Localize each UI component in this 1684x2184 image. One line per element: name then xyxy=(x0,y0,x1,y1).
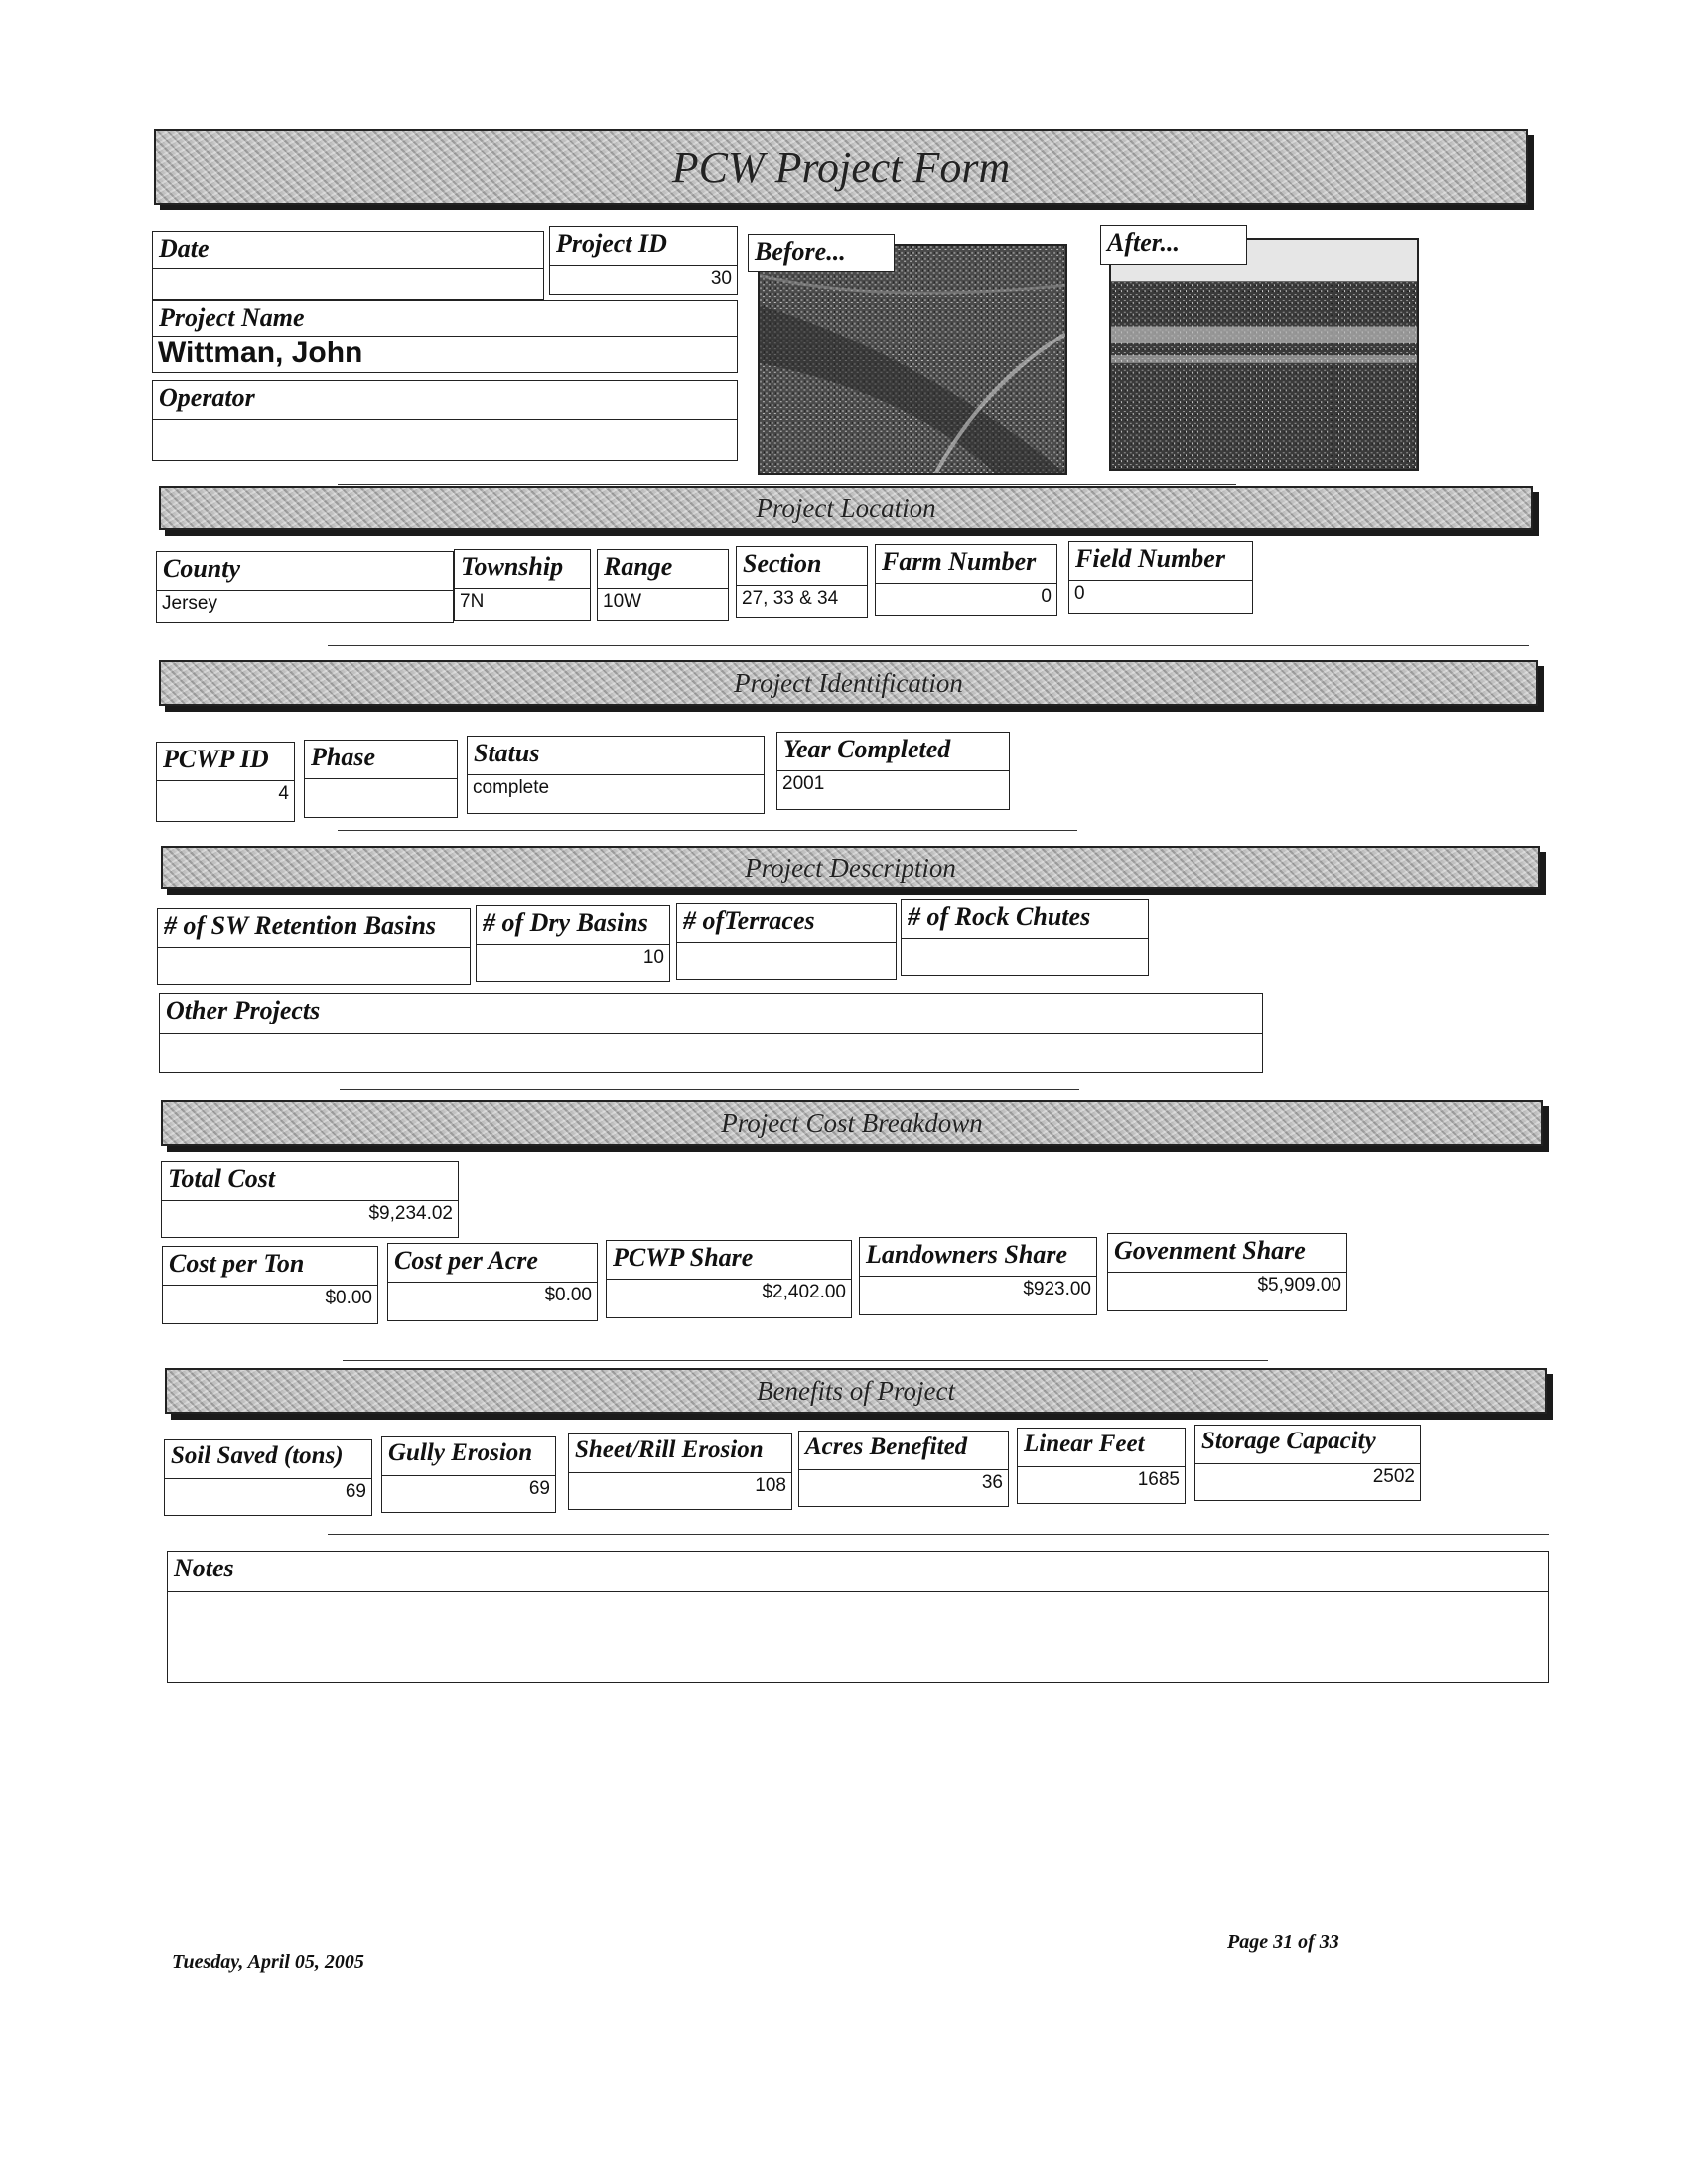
total-cost-label: Total Cost xyxy=(161,1161,459,1201)
footer-page-number: Page 31 of 33 xyxy=(1227,1931,1339,1953)
sw-basins-field[interactable] xyxy=(157,947,471,985)
notes-label: Notes xyxy=(167,1551,1549,1592)
section-field[interactable]: 27, 33 & 34 xyxy=(736,585,868,618)
field-number-label: Field Number xyxy=(1068,541,1253,581)
pcwp-id-label: PCWP ID xyxy=(156,742,295,781)
county-label: County xyxy=(156,551,454,591)
footer-date: Tuesday, April 05, 2005 xyxy=(172,1951,364,1973)
dry-basins-label: # of Dry Basins xyxy=(476,905,670,945)
location-heading: Project Location xyxy=(756,492,936,523)
soil-saved-label: Soil Saved (tons) xyxy=(164,1439,372,1479)
sheet-rill-erosion-field[interactable]: 108 xyxy=(568,1472,792,1510)
field-number-field[interactable]: 0 xyxy=(1068,580,1253,614)
project-name-field[interactable]: Wittman, John xyxy=(152,336,738,373)
divider xyxy=(328,1534,1549,1535)
other-projects-label: Other Projects xyxy=(159,993,1263,1034)
pcwp-share-field[interactable]: $2,402.00 xyxy=(606,1279,852,1318)
sheet-rill-erosion-label: Sheet/Rill Erosion xyxy=(568,1433,792,1473)
linear-feet-label: Linear Feet xyxy=(1017,1428,1186,1467)
status-label: Status xyxy=(467,736,765,775)
before-label: Before... xyxy=(748,234,895,272)
sw-basins-label: # of SW Retention Basins xyxy=(157,908,471,948)
pcwp-id-field[interactable]: 4 xyxy=(156,780,295,822)
terraces-label: # ofTerraces xyxy=(676,903,897,943)
rock-chutes-field[interactable] xyxy=(901,938,1149,976)
divider xyxy=(338,830,1077,831)
project-id-label: Project ID xyxy=(549,226,738,266)
county-field[interactable]: Jersey xyxy=(156,590,454,623)
range-field[interactable]: 10W xyxy=(597,588,729,621)
township-field[interactable]: 7N xyxy=(454,588,591,621)
soil-saved-field[interactable]: 69 xyxy=(164,1478,372,1516)
other-projects-field[interactable] xyxy=(159,1033,1263,1073)
divider xyxy=(340,1089,1079,1090)
cost-per-acre-field[interactable]: $0.00 xyxy=(387,1282,598,1321)
project-id-field[interactable]: 30 xyxy=(549,265,738,295)
storage-capacity-field[interactable]: 2502 xyxy=(1194,1463,1421,1501)
section-label: Section xyxy=(736,546,868,586)
farm-number-field[interactable]: 0 xyxy=(875,583,1057,616)
cost-per-ton-label: Cost per Ton xyxy=(162,1246,378,1286)
range-label: Range xyxy=(597,549,729,589)
operator-field[interactable] xyxy=(152,419,738,461)
form-title-banner xyxy=(154,129,1528,205)
form-title: PCW Project Form xyxy=(671,142,1011,192)
pcwp-share-label: PCWP Share xyxy=(606,1240,852,1280)
acres-benefited-label: Acres Benefited xyxy=(798,1431,1009,1470)
landowners-share-label: Landowners Share xyxy=(859,1237,1097,1277)
cost-banner xyxy=(161,1100,1543,1146)
phase-field[interactable] xyxy=(304,778,458,818)
location-banner xyxy=(159,486,1533,530)
phase-label: Phase xyxy=(304,740,458,779)
linear-feet-field[interactable]: 1685 xyxy=(1017,1466,1186,1504)
before-photo-image xyxy=(760,246,1065,473)
gully-erosion-field[interactable]: 69 xyxy=(381,1475,556,1513)
government-share-field[interactable]: $5,909.00 xyxy=(1107,1272,1347,1311)
date-field[interactable] xyxy=(152,268,544,300)
benefits-heading: Benefits of Project xyxy=(757,1375,955,1406)
cost-per-ton-field[interactable]: $0.00 xyxy=(162,1285,378,1324)
project-name-label: Project Name xyxy=(152,300,738,338)
after-photo-image xyxy=(1111,240,1417,469)
total-cost-field[interactable]: $9,234.02 xyxy=(161,1200,459,1238)
status-field[interactable]: complete xyxy=(467,774,765,814)
year-completed-label: Year Completed xyxy=(776,732,1010,771)
terraces-field[interactable] xyxy=(676,942,897,980)
benefits-banner xyxy=(165,1368,1547,1414)
cost-per-acre-label: Cost per Acre xyxy=(387,1243,598,1283)
divider xyxy=(343,1360,1268,1361)
before-photo xyxy=(758,244,1067,475)
divider xyxy=(328,645,1529,646)
landowners-share-field[interactable]: $923.00 xyxy=(859,1276,1097,1315)
identification-heading: Project Identification xyxy=(734,667,963,698)
after-photo xyxy=(1109,238,1419,471)
operator-label: Operator xyxy=(152,380,738,420)
after-label: After... xyxy=(1100,225,1247,265)
rock-chutes-label: # of Rock Chutes xyxy=(901,899,1149,939)
date-label: Date xyxy=(152,231,544,269)
divider xyxy=(338,484,1236,485)
farm-number-label: Farm Number xyxy=(875,544,1057,584)
description-banner xyxy=(161,846,1540,889)
dry-basins-field[interactable]: 10 xyxy=(476,944,670,982)
acres-benefited-field[interactable]: 36 xyxy=(798,1469,1009,1507)
gully-erosion-label: Gully Erosion xyxy=(381,1436,556,1476)
description-heading: Project Description xyxy=(745,852,956,883)
government-share-label: Govenment Share xyxy=(1107,1233,1347,1273)
identification-banner xyxy=(159,660,1538,706)
cost-heading: Project Cost Breakdown xyxy=(721,1107,983,1138)
township-label: Township xyxy=(454,549,591,589)
notes-field[interactable] xyxy=(167,1591,1549,1683)
year-completed-field[interactable]: 2001 xyxy=(776,770,1010,810)
storage-capacity-label: Storage Capacity xyxy=(1194,1425,1421,1464)
